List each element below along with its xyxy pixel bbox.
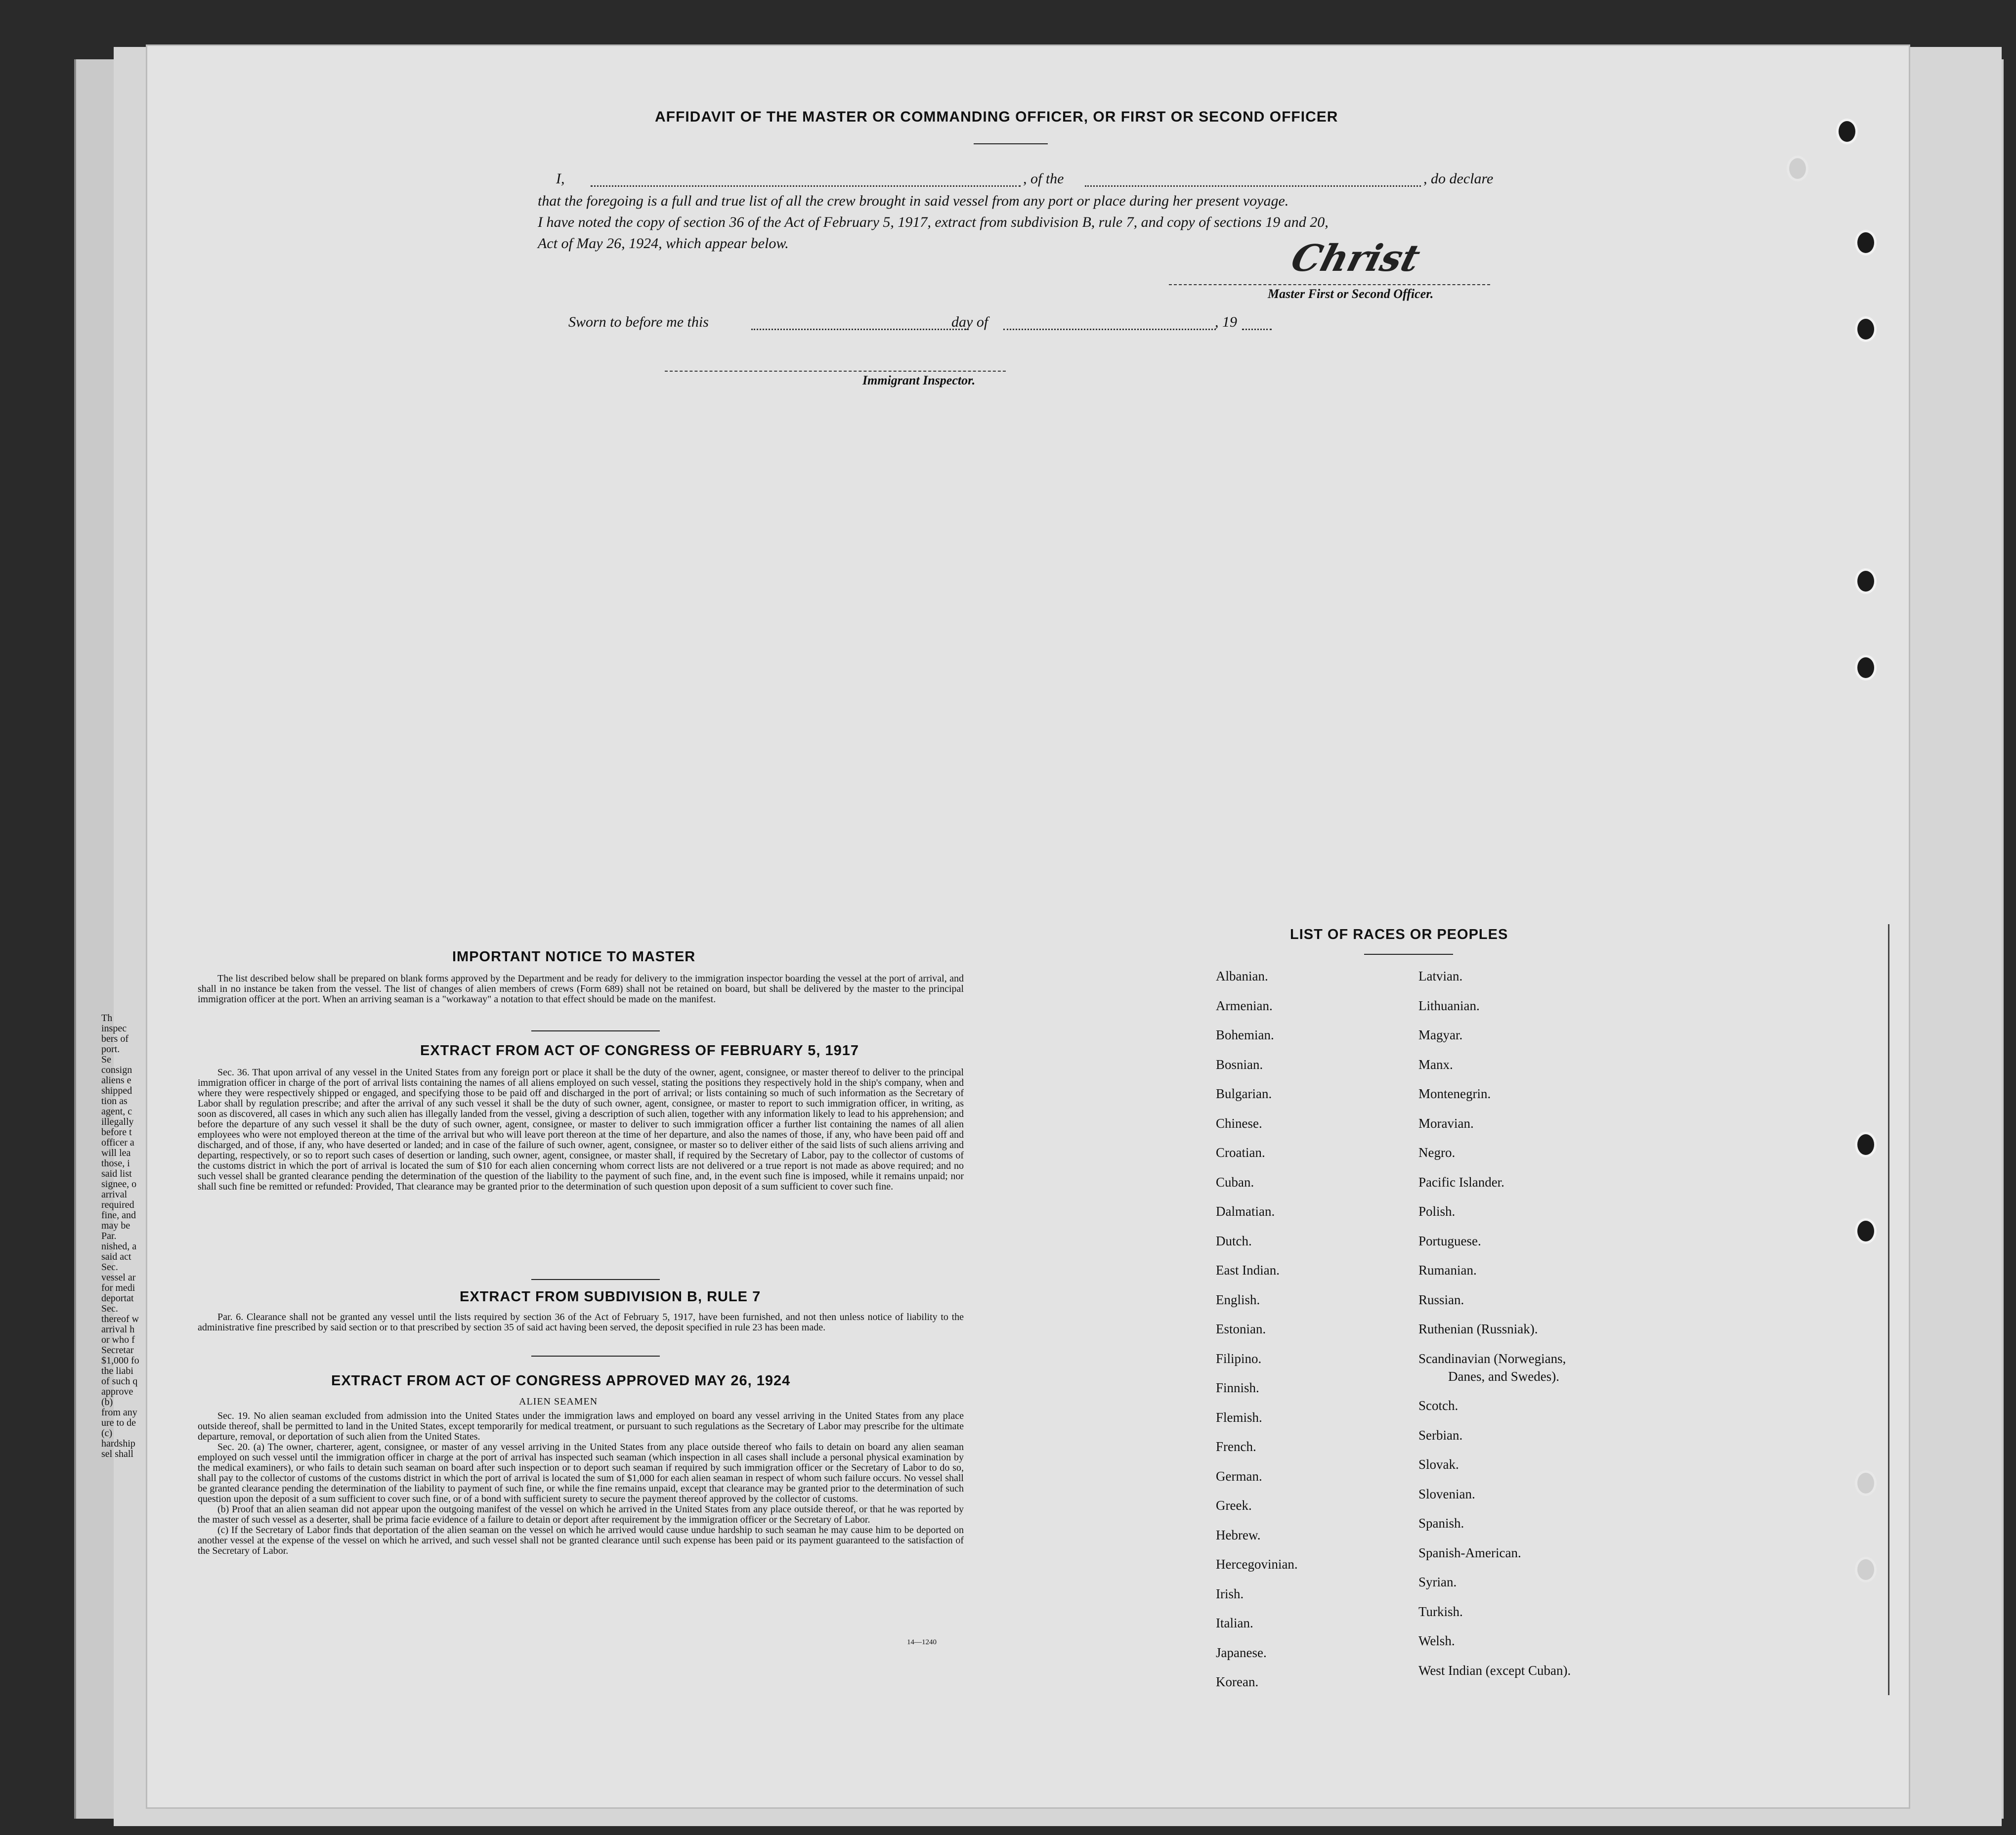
race-item: Welsh. [1418, 1633, 1455, 1648]
race-item: Armenian. [1216, 998, 1273, 1013]
extract-rule7-divider [531, 1356, 660, 1357]
affidavit-title: AFFIDAVIT OF THE MASTER OR COMMANDING OFFICER, OR FIRST OR SECOND OFFICER [655, 109, 1338, 125]
left-strip-line: those, i [101, 1158, 130, 1169]
left-strip-line: arrival [101, 1190, 128, 1200]
race-item: Irish. [1216, 1586, 1244, 1601]
sworn-day-blank [751, 329, 969, 330]
extract-1924-text [198, 1411, 964, 1556]
left-strip-line: agent, c [101, 1107, 132, 1117]
left-strip-line: from any [101, 1408, 137, 1418]
left-strip-line: Secretar [101, 1345, 134, 1356]
race-item: Dalmatian. [1216, 1204, 1275, 1219]
affidavit-declare: , do declare [1423, 171, 1494, 187]
punch-hole [1836, 119, 1858, 144]
affidavit-line-4: Act of May 26, 1924, which appear below. [538, 235, 789, 252]
race-item: Bulgarian. [1216, 1086, 1272, 1101]
race-item: Greek. [1216, 1498, 1252, 1513]
race-item: Chinese. [1216, 1115, 1262, 1131]
affidavit-of-the: , of the [1023, 171, 1064, 187]
race-item: English. [1216, 1292, 1260, 1307]
race-item: Slovak. [1418, 1457, 1459, 1472]
sec-20a-paragraph: Sec. 20. (a) The owner, charterer, agent, consignee, or master of any vessel arriving in the United States from any place outside thereof who fails to detain on board any alien seaman employed on such vessel until the immigration officer in charge at the port of arrival has inspected such seaman (which inspection in all cases shall include a personal physical examination by the medical examiners), or who fails to detain such seaman on board after such inspection or to deport such seaman if required by such immigration officer or the Secretary of Labor to do so, shall pay to the collector of customs of the customs district in which the port of arrival is located the sum of $1,000 for each alien seaman in respect of whom such failure occurs. No vessel shall be granted clearance pending the determination of the liability to payment of such fine, or while the fine remains unpaid, except that clearance may be granted prior to the determination of such question upon the deposit of a sum sufficient to cover such fine, or of a bond with sufficient surety to secure the payment thereof approved by the collector of customs. [198, 1442, 964, 1504]
left-strip-line: port. [101, 1044, 120, 1055]
race-item: Moravian. [1418, 1115, 1474, 1131]
race-item: Ruthenian (Russniak). [1418, 1322, 1538, 1336]
race-item: Danes, and Swedes). [1448, 1368, 1559, 1384]
race-item: Scandinavian (Norwegians, [1418, 1351, 1566, 1366]
left-strip-line: vessel ar [101, 1273, 136, 1283]
form-number: 14—1240 [907, 1638, 937, 1646]
extract-rule7-title: EXTRACT FROM SUBDIVISION B, RULE 7 [460, 1289, 761, 1305]
affidavit-line-2: that the foregoing is a full and true list of all the crew brought in said vessel from any port or place during her present voyage. [538, 193, 1289, 209]
left-strip-line: (b) [101, 1397, 113, 1408]
race-item: Spanish. [1418, 1516, 1464, 1531]
master-signature: Christ [1287, 237, 1425, 280]
race-item: Turkish. [1418, 1604, 1463, 1619]
race-item: Polish. [1418, 1204, 1456, 1219]
left-strip-line: Se [101, 1055, 111, 1065]
race-item: Hercegovinian. [1216, 1557, 1298, 1572]
margin-rule [1888, 924, 1889, 1695]
race-item: Dutch. [1216, 1233, 1252, 1248]
race-item: Spanish-American. [1418, 1545, 1521, 1560]
race-item: Latvian. [1418, 969, 1463, 983]
left-strip-line: (c) [101, 1428, 113, 1439]
left-strip-line: illegally [101, 1117, 134, 1127]
extract-rule7-text [198, 1312, 964, 1333]
left-strip-line: said act [101, 1252, 131, 1262]
left-strip-line: deportat [101, 1293, 134, 1304]
left-strip-line: consign [101, 1065, 132, 1075]
left-strip-line: for medi [101, 1283, 135, 1293]
left-strip-line: ure to de [101, 1418, 136, 1428]
race-item: Negro. [1418, 1145, 1456, 1160]
race-item: Lithuanian. [1418, 998, 1480, 1013]
left-strip-line: said list [101, 1169, 132, 1179]
left-strip-line: the liabi [101, 1366, 133, 1376]
race-item: Serbian. [1418, 1427, 1463, 1443]
affidavit-i: I, [556, 171, 565, 187]
race-item: Italian. [1216, 1616, 1253, 1630]
sworn-text: Sworn to before me this [568, 314, 709, 330]
race-item: French. [1216, 1439, 1256, 1454]
document-page [146, 44, 1910, 1809]
left-strip-line: hardship [101, 1439, 135, 1449]
left-strip-line: sel shall [101, 1449, 133, 1459]
race-item: Scotch. [1418, 1398, 1458, 1413]
sec-20b-paragraph: (b) Proof that an alien seaman did not appear upon the outgoing manifest of the vessel on which he arrived in the United States from any place outside thereof, or that he was reported by the master of such vessel as a deserter, shall be prima facie evidence of a failure to detain or deport after requirement by the immigration officer or the Secretary of Labor. [198, 1504, 964, 1525]
punch-hole [1855, 230, 1877, 256]
left-strip-lines [101, 1013, 146, 1459]
left-strip-line: nished, a [101, 1241, 137, 1252]
left-strip-line: required [101, 1200, 134, 1210]
races-divider [1364, 954, 1453, 955]
race-item: Estonian. [1216, 1322, 1266, 1336]
race-item: Korean. [1216, 1674, 1259, 1689]
left-strip-line: Th [101, 1013, 113, 1024]
left-strip-line: of such q [101, 1376, 138, 1387]
race-item: East Indian. [1216, 1263, 1280, 1278]
left-strip-line: inspec [101, 1024, 127, 1034]
left-strip-line: arrival h [101, 1324, 135, 1335]
race-item: Portuguese. [1418, 1233, 1481, 1248]
extract-rule7-paragraph: Par. 6. Clearance shall not be granted any vessel until the lists required by section 36 of the Act of February 5, 1917, have been furnished, and not then unless notice of liability to the administrative fine prescribed by said section or to that prescribed by section 35 of said act having been served, the deposit specified in rule 23 has been made. [198, 1312, 964, 1333]
punch-hole [1855, 655, 1877, 681]
race-item: Manx. [1418, 1057, 1453, 1072]
races-column-2 [1418, 969, 1666, 1740]
race-item: Bohemian. [1216, 1027, 1274, 1042]
sworn-month-blank [1003, 329, 1216, 330]
punch-hole [1855, 568, 1877, 594]
notice-text [198, 974, 964, 1005]
master-officer-label: Master First or Second Officer. [1268, 287, 1434, 301]
notice-paragraph: The list described below shall be prepared on blank forms approved by the Department and be ready for delivery to the immigration inspector boarding the vessel at the port of arrival, and shall in no instance be taken from the vessel. The list of changes of alien members of crews (Form 689) shall not be retained on board, but shall be delivered by the master to the principal immigration officer at the port. When an arriving seaman is a "workaway" a notation to that effect should be made on the manifest. [198, 973, 964, 1005]
left-strip-line: may be [101, 1221, 130, 1231]
race-item: Magyar. [1418, 1027, 1463, 1042]
notice-divider [531, 1030, 660, 1031]
left-strip-line: thereof w [101, 1314, 139, 1324]
extract-1924-title: EXTRACT FROM ACT OF CONGRESS APPROVED MAY 26, 1924 [331, 1373, 791, 1389]
punch-hole [1855, 1218, 1877, 1244]
race-item: Filipino. [1216, 1351, 1262, 1366]
race-item: Syrian. [1418, 1575, 1457, 1589]
left-strip-line: shipped [101, 1086, 132, 1096]
race-item: Rumanian. [1418, 1263, 1477, 1278]
race-item: Finnish. [1216, 1380, 1259, 1395]
left-strip-line: signee, o [101, 1179, 137, 1190]
race-item: Flemish. [1216, 1409, 1262, 1425]
name-blank [591, 185, 1021, 187]
left-strip-line: Par. [101, 1231, 117, 1241]
extract-1917-text [198, 1067, 964, 1192]
punch-hole [1787, 156, 1808, 181]
races-column-1 [1216, 969, 1364, 1740]
vessel-blank [1085, 185, 1421, 187]
extract-1917-title: EXTRACT FROM ACT OF CONGRESS OF FEBRUARY 5, 1917 [420, 1043, 859, 1059]
sec-19-paragraph: Sec. 19. No alien seaman excluded from admission into the United States under the immigration laws and employed on board any vessel arriving in the United States from any place outside thereof, shall be permitted to land in the United States, except temporarily for medical treatment, or pursuant to such regulations as the Secretary of Labor may prescribe for the ultimate departure, removal, or deportation of such alien from the United States. [198, 1410, 964, 1442]
race-item: German. [1216, 1468, 1262, 1484]
race-item: Albanian. [1216, 969, 1268, 983]
left-strip-line: fine, and [101, 1210, 136, 1221]
punch-hole [1855, 316, 1877, 342]
race-item: Croatian. [1216, 1145, 1265, 1160]
left-strip-line: $1,000 fo [101, 1356, 139, 1366]
year-text: , 19 [1215, 314, 1237, 330]
left-strip-line: Sec. [101, 1262, 118, 1273]
sec-20c-paragraph: (c) If the Secretary of Labor finds that deportation of the alien seaman on the vessel on which he arrived would cause undue hardship to such seaman he may cause him to be deported on another vessel at the expense of the vessel on which he arrived, and such vessel shall not be granted clearance until such expense has been paid or its payment guaranteed to the satisfaction of the Secretary of Labor. [198, 1525, 964, 1556]
year-blank [1242, 329, 1272, 330]
race-item: West Indian (except Cuban). [1418, 1663, 1571, 1678]
extract-1917-divider [531, 1279, 660, 1280]
punch-hole [1855, 1470, 1877, 1496]
left-strip-line: Sec. [101, 1304, 118, 1314]
race-item: Cuban. [1216, 1174, 1254, 1190]
extract-1924-subtitle: ALIEN SEAMEN [519, 1396, 598, 1407]
signature-line [1169, 284, 1490, 285]
left-strip-line: or who f [101, 1335, 135, 1345]
affidavit-line-3: I have noted the copy of section 36 of the Act of February 5, 1917, extract from subdivision B, rule 7, and copy of sections 19 and 20, [538, 214, 1329, 230]
left-strip-line: officer a [101, 1138, 134, 1148]
punch-hole [1855, 1557, 1877, 1582]
race-item: Russian. [1418, 1292, 1464, 1307]
left-strip-line: before t [101, 1127, 132, 1138]
inspector-label: Immigrant Inspector. [862, 373, 976, 387]
left-strip-line: bers of [101, 1034, 129, 1044]
left-strip-line: tion as [101, 1096, 128, 1107]
notice-title: IMPORTANT NOTICE TO MASTER [452, 949, 696, 965]
title-divider [974, 143, 1048, 144]
left-strip-line: aliens e [101, 1075, 131, 1086]
bleed-through-text [1184, 395, 1876, 687]
race-item: Pacific Islander. [1418, 1174, 1504, 1190]
extract-1917-paragraph: Sec. 36. That upon arrival of any vessel in the United States from any foreign port or place it shall be the duty of the owner, agent, consignee, or master thereof to deliver to the principal immigration officer in charge of the port of arrival lists containing the names of all aliens employed on such vessel, stating the positions they respectively hold in the ship's company, when and where they were respectively shipped or engaged, and specifying those to be paid off and discharged in the port of arrival; or lists containing so much of such information as the Secretary of Labor shall by regulation prescribe; and after the arrival of any such vessel it shall be the duty of such owner, agent, consignee, or master to report to such immigration officer, in writing, as soon as discovered, all cases in which any such alien has illegally landed from the vessel, giving a description of such alien, together with any information likely to lead to his apprehension; and before the departure of any such vessel it shall be the duty of such owner, agent, consignee, or master to deliver to such immigration officer a further list containing the names of all alien employees who were not employed thereon at the time of the arrival but who will leave port thereon at the time of her departure, and also the names of those, if any, who have been paid off and discharged, and of those, if any, who have deserted or landed; and in case of the failure of such owner, agent, consignee, or master so to deliver either of the said lists of such aliens arriving and departing, respectively, or so to report such cases of desertion or landing, such owner, agent, consignee, or master shall, if required by the Secretary of Labor, pay to the collector of customs of the customs district in which the port of arrival is located the sum of $10 for each alien concerning whom correct lists are not delivered or a true report is not made as above required; and no such vessel shall be granted clearance pending the determination of the question of the liability to the payment of such fine, and, in the event such fine is imposed, while it remains unpaid; nor shall such fine be remitted or refunded: Provided, That clearance may be granted prior to the determination of such question upon deposit of a sum sufficient to cover such fine. [198, 1067, 964, 1192]
left-strip-line: will lea [101, 1148, 131, 1158]
inspector-line [665, 371, 1006, 372]
races-title: LIST OF RACES OR PEOPLES [1290, 927, 1508, 942]
left-strip-text [101, 1013, 146, 1705]
race-item: Montenegrin. [1418, 1086, 1491, 1101]
day-of-text: day of [951, 314, 988, 330]
race-item: Slovenian. [1418, 1486, 1475, 1501]
race-item: Hebrew. [1216, 1527, 1261, 1542]
race-item: Bosnian. [1216, 1057, 1263, 1072]
punch-hole [1855, 1132, 1877, 1157]
race-item: Japanese. [1216, 1645, 1267, 1660]
left-strip-line: approve [101, 1387, 133, 1397]
